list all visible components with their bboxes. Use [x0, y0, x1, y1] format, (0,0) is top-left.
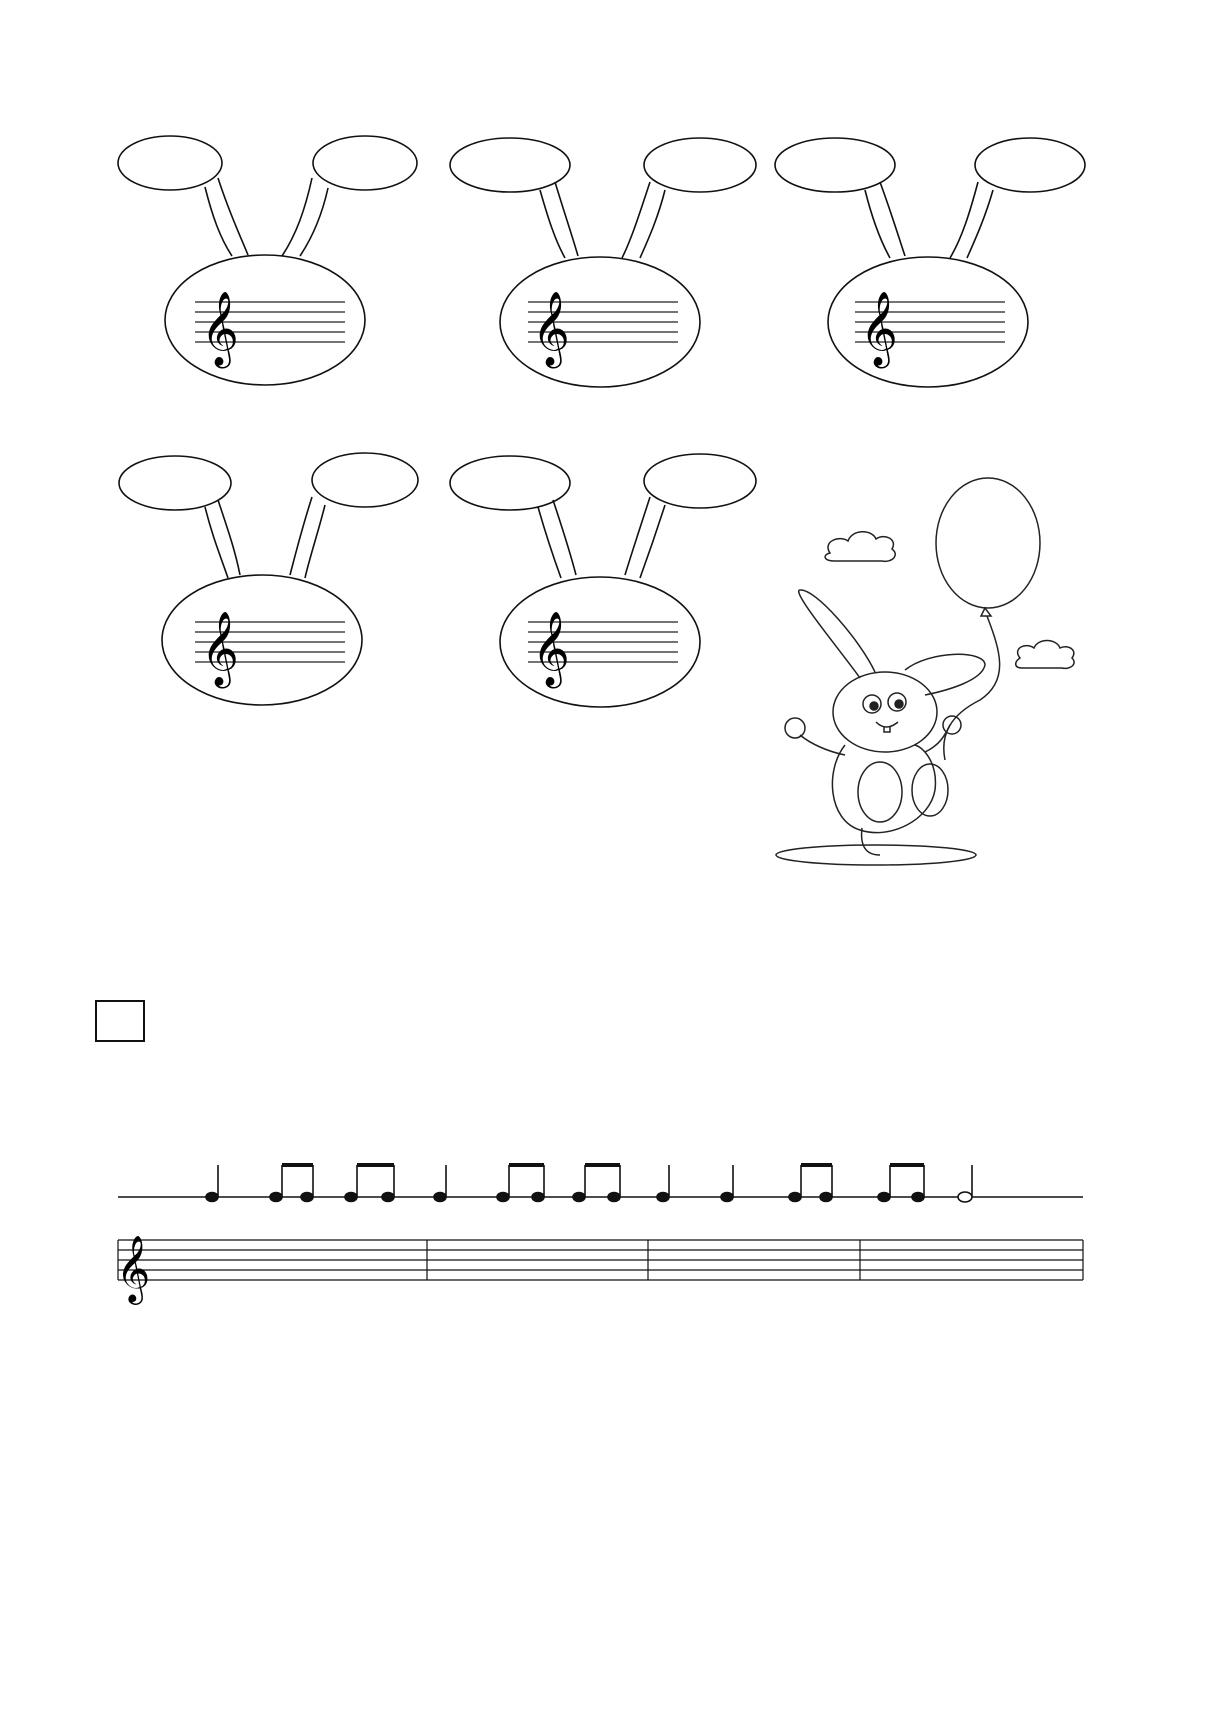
treble-clef-staff-1: 𝄞 [116, 1236, 151, 1301]
exercise-number-box [95, 1000, 145, 1042]
svg-text:𝄞: 𝄞 [201, 292, 239, 364]
staff-row-1 [118, 1240, 1083, 1280]
bunny-4 [119, 453, 418, 705]
treble-clef-4 [201, 612, 239, 689]
rabbit-with-balloon-illustration [776, 478, 1074, 865]
bunny-2 [450, 138, 756, 387]
svg-text:𝄞: 𝄞 [532, 292, 570, 364]
bunny-3 [775, 138, 1085, 387]
treble-clef-5 [532, 612, 570, 689]
svg-text:𝄞: 𝄞 [201, 612, 239, 684]
treble-clef-2 [532, 292, 570, 369]
treble-clef-3 [860, 292, 898, 369]
cloud-right-icon [1016, 641, 1074, 669]
bunny-1 [118, 136, 417, 385]
cloud-left-icon [825, 532, 895, 562]
treble-clef-1 [201, 292, 239, 369]
music-row-1 [0, 1150, 1211, 1310]
bunny-5 [450, 454, 756, 707]
balloon-icon [936, 478, 1040, 608]
svg-text:𝄞: 𝄞 [532, 612, 570, 684]
svg-text:𝄞: 𝄞 [860, 292, 898, 364]
